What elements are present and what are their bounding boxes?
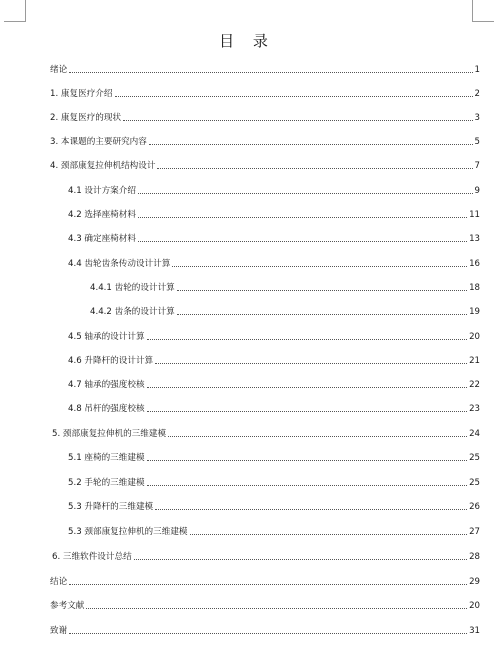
toc-entry[interactable] [50,625,480,637]
toc-page-number: 24 [469,429,480,439]
toc-page-number: 29 [469,577,480,587]
toc-entry-label: 2. 康复医疗的现状 [50,113,122,123]
toc-dot-leader [123,120,472,121]
toc-entry[interactable] [90,306,480,318]
toc-page-number: 3 [474,113,480,123]
toc-dot-leader [138,217,467,218]
toc-page-number: 18 [469,283,480,293]
toc-entry[interactable] [68,452,480,464]
toc-dot-leader [147,339,468,340]
toc-page-number: 1 [474,65,480,75]
toc-dot-leader [69,584,467,585]
toc-entry-label: 结论 [50,577,68,587]
toc-page-number: 31 [469,626,480,636]
toc-dot-leader [69,72,472,73]
toc-entry[interactable] [68,501,480,513]
toc-dot-leader [69,633,467,634]
toc-title: 目 录 [219,32,275,50]
toc-entry[interactable] [68,526,480,538]
toc-entry[interactable] [50,576,480,588]
toc-dot-leader [86,608,467,609]
toc-dot-leader [177,314,467,315]
toc-dot-leader [147,411,468,412]
toc-entry-label: 4.2 选择座椅材料 [68,210,136,220]
toc-entry-label: 4.8 吊杆的强度校核 [68,404,145,414]
toc-entry[interactable] [68,477,480,489]
toc-dot-leader [147,460,468,461]
toc-page-number: 19 [469,307,480,317]
toc-entry[interactable] [50,160,480,172]
toc-page-number: 2 [474,89,480,99]
toc-entry[interactable] [68,331,480,343]
toc-entry[interactable] [50,136,480,148]
toc-dot-leader [190,534,468,535]
toc-entry[interactable] [90,282,480,294]
toc-dot-leader [147,485,468,486]
toc-entry-label: 1. 康复医疗介绍 [50,89,113,99]
toc-entry-label: 4.4.1 齿轮的设计计算 [90,283,175,293]
toc-dot-leader [134,559,467,560]
toc-dot-leader [149,144,473,145]
toc-entry-label: 4.3 确定座椅材料 [68,234,136,244]
toc-page-number: 26 [469,502,480,512]
toc-entry[interactable] [68,185,480,197]
toc-page-number: 20 [469,601,480,611]
toc-entry[interactable] [52,551,480,563]
toc-entry-label: 4. 颈部康复拉伸机结构设计 [50,161,156,171]
toc-page-number: 16 [469,259,480,269]
toc-entry-label: 绪论 [50,65,68,75]
toc-entry-label: 4.7 轴承的强度校核 [68,380,145,390]
toc-page-number: 21 [469,356,480,366]
toc-page-number: 28 [469,552,480,562]
toc-entry[interactable] [50,112,480,124]
toc-dot-leader [155,509,467,510]
toc-dot-leader [155,363,467,364]
toc-entry[interactable] [68,355,480,367]
toc-page-number: 20 [469,332,480,342]
toc-page-number: 22 [469,380,480,390]
toc-page-number: 25 [469,453,480,463]
toc-entry[interactable] [68,209,480,221]
toc-entry-label: 5.3 升降杆的三维建模 [68,502,154,512]
toc-page-number: 27 [469,527,480,537]
toc-entry-label: 4.4 齿轮齿条传动设计计算 [68,259,171,269]
toc-entry[interactable] [52,428,480,440]
toc-entry-label: 5.3 颈部康复拉伸机的三维建模 [68,527,188,537]
toc-entry-label: 4.1 设计方案介绍 [68,186,136,196]
toc-entry-label: 5.1 座椅的三维建模 [68,453,145,463]
toc-dot-leader [168,436,467,437]
toc-page-number: 25 [469,478,480,488]
toc-dot-leader [157,168,472,169]
toc-entry-label: 致谢 [50,626,68,636]
toc-entry[interactable] [68,379,480,391]
toc-entry-label: 4.6 升降杆的设计计算 [68,356,154,366]
toc-dot-leader [172,266,467,267]
toc-entry[interactable] [68,258,480,270]
toc-dot-leader [147,387,468,388]
toc-entry-label: 6. 三维软件设计总结 [52,552,132,562]
toc-entry[interactable] [68,233,480,245]
toc-page-number: 5 [474,137,480,147]
toc-entry[interactable] [68,403,480,415]
toc-dot-leader [138,193,473,194]
toc-page-number: 11 [469,210,480,220]
toc-entry-label: 5.2 手轮的三维建模 [68,478,145,488]
toc-entry[interactable] [50,88,480,100]
toc-entry-label: 4.4.2 齿条的设计计算 [90,307,175,317]
toc-page-number: 23 [469,404,480,414]
toc-dot-leader [138,241,467,242]
toc-entry-label: 3. 本课题的主要研究内容 [50,137,147,147]
toc-dot-leader [177,290,467,291]
toc-entry-label: 参考文献 [50,601,85,611]
toc-entry[interactable] [50,600,480,612]
toc-page-number: 13 [469,234,480,244]
toc-dot-leader [115,96,473,97]
toc-page-number: 7 [474,161,480,171]
toc-page-number: 9 [474,186,480,196]
toc-entry[interactable] [50,64,480,76]
toc-entry-label: 4.5 轴承的设计计算 [68,332,145,342]
toc-entry-label: 5. 颈部康复拉伸机的三维建模 [52,429,167,439]
